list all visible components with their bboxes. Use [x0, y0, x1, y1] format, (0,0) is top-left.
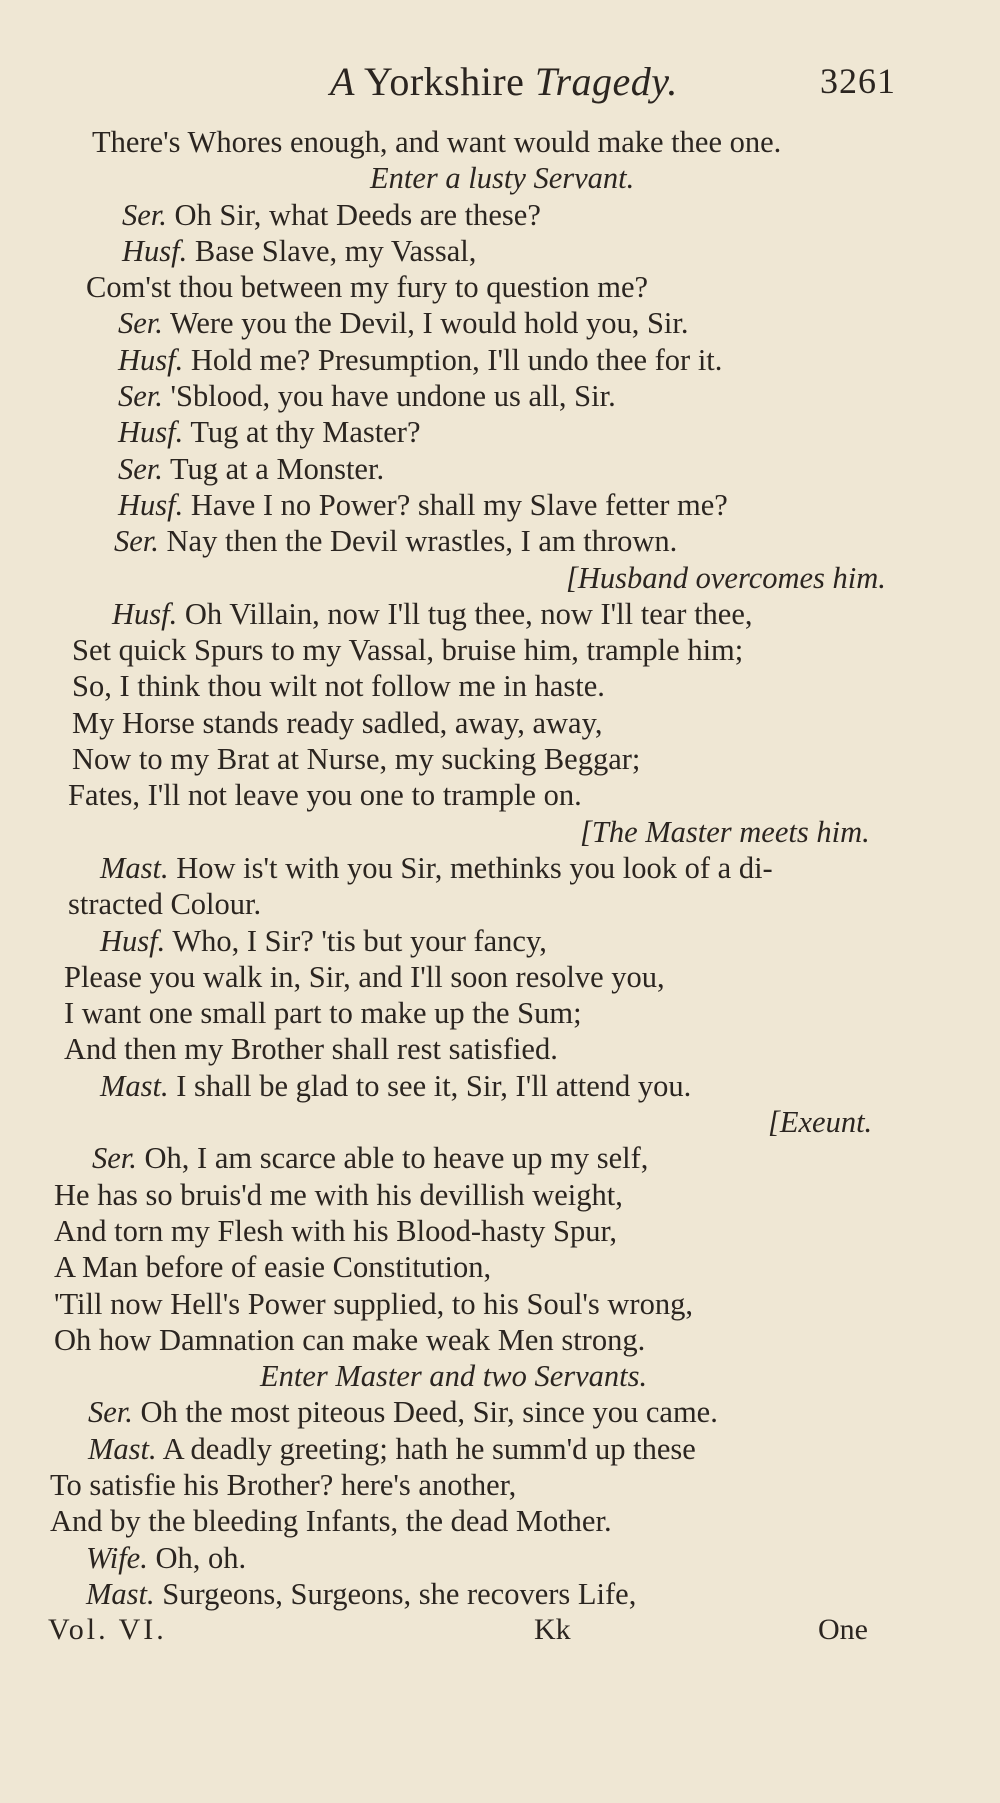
play-text — [0, 124, 1000, 1612]
text-line — [0, 560, 1000, 596]
text-line — [0, 160, 1000, 196]
speaker-name: Wife. — [86, 1540, 148, 1575]
title-article: A — [330, 59, 355, 104]
text-line — [0, 1068, 1000, 1104]
dialogue-text: Who, I Sir? 'tis but your fancy, — [172, 923, 547, 958]
dialogue-text: Oh the most piteous Deed, Sir, since you came. — [140, 1395, 718, 1430]
dialogue-text: Tug at a Monster. — [169, 451, 385, 486]
title-italic: Tragedy. — [534, 59, 678, 104]
speaker-name: Ser. — [114, 524, 159, 559]
catchword: One — [818, 1613, 868, 1646]
text-line — [0, 1358, 1000, 1394]
dialogue-text: Fates, I'll not leave you one to trample on. — [68, 778, 582, 813]
text-line — [0, 923, 1000, 959]
dialogue-text: And torn my Flesh with his Blood-hasty Spur, — [54, 1213, 618, 1248]
dialogue-text: Oh, oh. — [155, 1540, 247, 1575]
text-line — [0, 1322, 1000, 1358]
speaker-name: Mast. — [88, 1431, 157, 1466]
speaker-name: Ser. — [92, 1141, 137, 1176]
text-line — [0, 777, 1000, 813]
dialogue-text: Oh Sir, what Deeds are these? — [174, 197, 541, 232]
dialogue-text: How is't with you Sir, methinks you look of a di- — [176, 850, 773, 885]
dialogue-text: Set quick Spurs to my Vassal, bruise him, trample him; — [72, 633, 744, 668]
speaker-name: Mast. — [100, 1068, 169, 1103]
dialogue-text: 'Sblood, you have undone us all, Sir. — [170, 379, 616, 414]
speaker-name: Mast. — [86, 1576, 155, 1611]
text-line — [0, 342, 1000, 378]
stage-direction: Enter Master and two Servants. — [260, 1359, 648, 1394]
dialogue-text: There's Whores enough, and want would make thee one. — [92, 125, 782, 159]
dialogue-text: Oh, I am scarce able to heave up my self, — [144, 1141, 649, 1176]
speaker-name: Ser. — [118, 379, 163, 414]
dialogue-text: To satisfie his Brother? here's another, — [50, 1467, 517, 1502]
speaker-name: Ser. — [118, 451, 163, 486]
stage-direction: [The Master meets him. — [580, 814, 870, 849]
text-line — [0, 1540, 1000, 1576]
dialogue-text: Oh Villain, now I'll tug thee, now I'll tear thee, — [184, 596, 753, 631]
text-line — [0, 305, 1000, 341]
text-line — [0, 741, 1000, 777]
text-line — [0, 378, 1000, 414]
dialogue-text: 'Till now Hell's Power supplied, to his Soul's wrong, — [54, 1286, 693, 1321]
dialogue-text: stracted Colour. — [68, 887, 262, 922]
text-line — [0, 1286, 1000, 1322]
speaker-name: Husf. — [118, 342, 184, 377]
text-line — [0, 850, 1000, 886]
speaker-name: Husf. — [122, 233, 188, 268]
text-line — [0, 233, 1000, 269]
dialogue-text: He has so bruis'd me with his devillish weight, — [54, 1177, 623, 1212]
text-line — [0, 995, 1000, 1031]
text-line — [0, 1031, 1000, 1067]
text-line — [0, 814, 1000, 850]
dialogue-text: A Man before of easie Constitution, — [54, 1250, 492, 1285]
speaker-name: Husf. — [112, 596, 178, 631]
dialogue-text: I want one small part to make up the Sum; — [64, 996, 582, 1031]
speaker-name: Mast. — [100, 850, 169, 885]
text-line — [0, 1177, 1000, 1213]
dialogue-text: Please you walk in, Sir, and I'll soon resolve you, — [64, 959, 665, 994]
text-line — [0, 1104, 1000, 1140]
text-line — [0, 1467, 1000, 1503]
title-main: Yorkshire — [363, 59, 525, 104]
text-line — [0, 1140, 1000, 1176]
dialogue-text: Base Slave, my Vassal, — [194, 233, 477, 268]
dialogue-text: Nay then the Devil wrastles, I am thrown. — [166, 524, 678, 559]
text-line — [0, 124, 1000, 160]
dialogue-text: Hold me? Presumption, I'll undo thee for it. — [190, 342, 723, 377]
dialogue-text: Oh how Damnation can make weak Men strong. — [54, 1322, 646, 1357]
dialogue-text: Have I no Power? shall my Slave fetter me? — [190, 487, 728, 522]
text-line — [0, 487, 1000, 523]
signature-mark: Kk — [534, 1613, 571, 1646]
dialogue-text: So, I think thou wilt not follow me in haste. — [72, 669, 605, 704]
text-line — [0, 959, 1000, 995]
text-line — [0, 414, 1000, 450]
dialogue-text: Were you the Devil, I would hold you, Sir. — [169, 306, 689, 341]
speaker-name: Husf. — [118, 487, 184, 522]
running-header — [0, 58, 1000, 118]
text-line — [0, 197, 1000, 233]
text-line — [0, 1503, 1000, 1539]
speaker-name: Ser. — [122, 197, 167, 232]
stage-direction: [Husband overcomes him. — [566, 560, 886, 595]
volume-label: Vol. VI. — [48, 1613, 167, 1646]
dialogue-text: A deadly greeting; hath he summ'd up these — [162, 1431, 696, 1466]
dialogue-text: And by the bleeding Infants, the dead Mother. — [50, 1504, 612, 1539]
text-line — [0, 668, 1000, 704]
text-line — [0, 451, 1000, 487]
dialogue-text: Com'st thou between my fury to question me? — [86, 270, 649, 305]
dialogue-text: My Horse stands ready sadled, away, away, — [72, 705, 603, 740]
speaker-name: Husf. — [100, 923, 166, 958]
text-line — [0, 1576, 1000, 1612]
text-line — [0, 886, 1000, 922]
speaker-name: Ser. — [88, 1395, 133, 1430]
running-title — [330, 58, 678, 105]
dialogue-text: Now to my Brat at Nurse, my sucking Beggar; — [72, 742, 641, 777]
speaker-name: Husf. — [118, 415, 184, 450]
text-line — [0, 705, 1000, 741]
page-footer — [0, 1613, 1000, 1653]
text-line — [0, 1213, 1000, 1249]
dialogue-text: Tug at thy Master? — [190, 415, 421, 450]
speaker-name: Ser. — [118, 306, 163, 341]
text-line — [0, 523, 1000, 559]
dialogue-text: Surgeons, Surgeons, she recovers Life, — [162, 1576, 637, 1611]
text-line — [0, 632, 1000, 668]
text-line — [0, 1394, 1000, 1430]
text-line — [0, 269, 1000, 305]
stage-direction: Enter a lusty Servant. — [370, 161, 635, 196]
dialogue-text: I shall be glad to see it, Sir, I'll attend you. — [176, 1068, 692, 1103]
text-line — [0, 596, 1000, 632]
dialogue-text: And then my Brother shall rest satisfied. — [64, 1032, 558, 1067]
text-line — [0, 1431, 1000, 1467]
stage-direction: [Exeunt. — [768, 1105, 873, 1140]
page-number: 3261 — [820, 61, 896, 101]
text-line — [0, 1249, 1000, 1285]
